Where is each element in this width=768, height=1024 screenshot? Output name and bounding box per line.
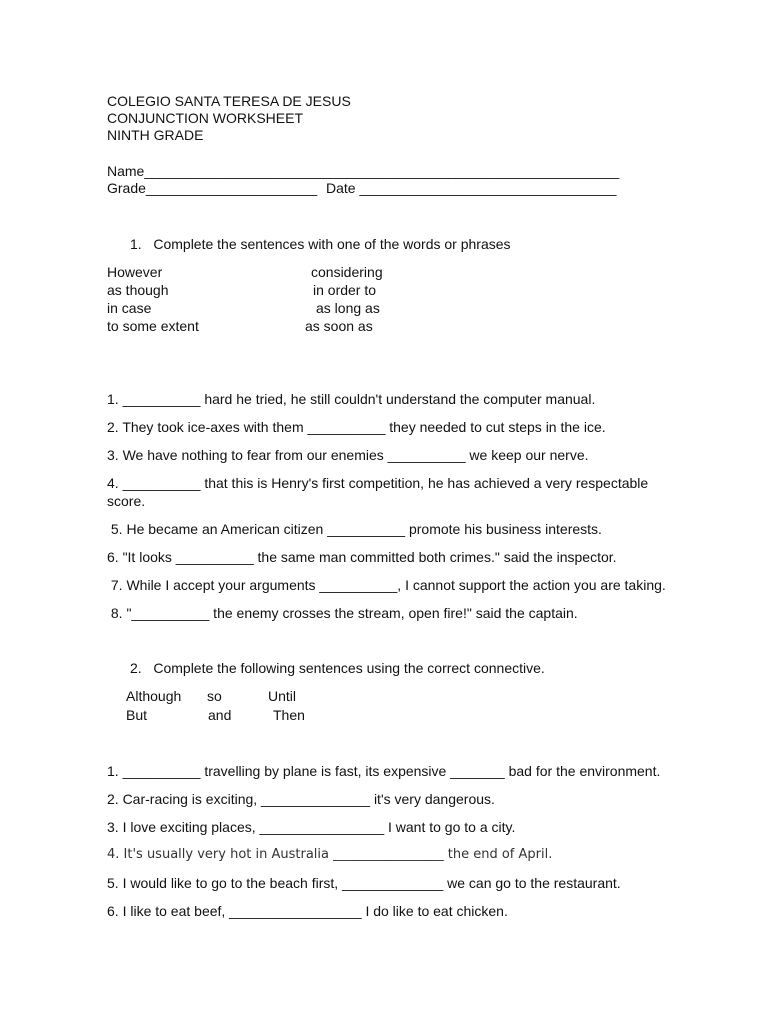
word-bank-item: as long as xyxy=(316,300,380,316)
word-bank-item: in case xyxy=(107,300,152,316)
connective-item: so xyxy=(207,688,222,704)
exercise-sentence: 2. They took ice-axes with them __________ they needed to cut steps in the ice. xyxy=(107,419,606,435)
word-bank-item: as though xyxy=(107,282,169,298)
exercise-sentence: 5. He became an American citizen __________ promote his business interests. xyxy=(107,521,602,537)
connective-item: and xyxy=(208,707,232,723)
connective-item: But xyxy=(126,707,148,723)
section1-instruction: 1. Complete the sentences with one of the words or phrases xyxy=(130,236,511,252)
school-name: COLEGIO SANTA TERESA DE JESUS xyxy=(107,93,351,109)
exercise-sentence: 3. We have nothing to fear from our enemies __________ we keep our nerve. xyxy=(107,447,589,463)
connective-item: Then xyxy=(273,707,305,723)
connective-sentence: 4. It's usually very hot in Australia _________________ the end of April. xyxy=(107,847,553,862)
word-bank-item: considering xyxy=(311,264,383,280)
connective-sentence: 6. I like to eat beef, _________________ I do like to eat chicken. xyxy=(107,903,508,919)
worksheet-title: CONJUNCTION WORKSHEET xyxy=(107,110,303,126)
section2-instruction: 2. Complete the following sentences using the correct connective. xyxy=(130,660,545,676)
connective-sentence: 5. I would like to go to the beach first, _____________ we can go to the restaurant. xyxy=(107,875,621,891)
connective-item: Until xyxy=(268,688,297,704)
exercise-sentence: 8. "__________ the enemy crosses the stream, open fire!" said the captain. xyxy=(107,605,578,621)
word-bank-item: to some extent xyxy=(107,318,199,334)
exercise-sentence: 6. "It looks __________ the same man committed both crimes." said the inspector. xyxy=(107,549,617,565)
word-bank-item: in order to xyxy=(313,282,377,298)
connective-sentence: 3. I love exciting places, ________________ I want to go to a city. xyxy=(107,819,516,835)
exercise-sentence: 7. While I accept your arguments __________, I cannot support the action you are taking. xyxy=(107,577,666,593)
connective-item: Although xyxy=(126,688,182,704)
date-field: Date _________________________________ xyxy=(326,180,617,196)
exercise-sentence: 1. __________ hard he tried, he still couldn't understand the computer manual. xyxy=(107,391,596,407)
grade-field: Grade______________________ xyxy=(107,180,318,196)
exercise-sentence: 4. __________ that this is Henry's first competition, he has achieved a very respectable score. xyxy=(107,475,649,509)
word-bank-item: as soon as xyxy=(305,318,373,334)
word-bank-item: However xyxy=(107,264,163,280)
connective-sentence: 1. __________ travelling by plane is fast, its expensive _______ bad for the environment. xyxy=(107,763,661,779)
connective-sentence: 2. Car-racing is exciting, ______________ it's very dangerous. xyxy=(107,791,495,807)
grade-level: NINTH GRADE xyxy=(107,127,204,143)
name-field: Name_____________________________________________________________ xyxy=(107,163,620,179)
